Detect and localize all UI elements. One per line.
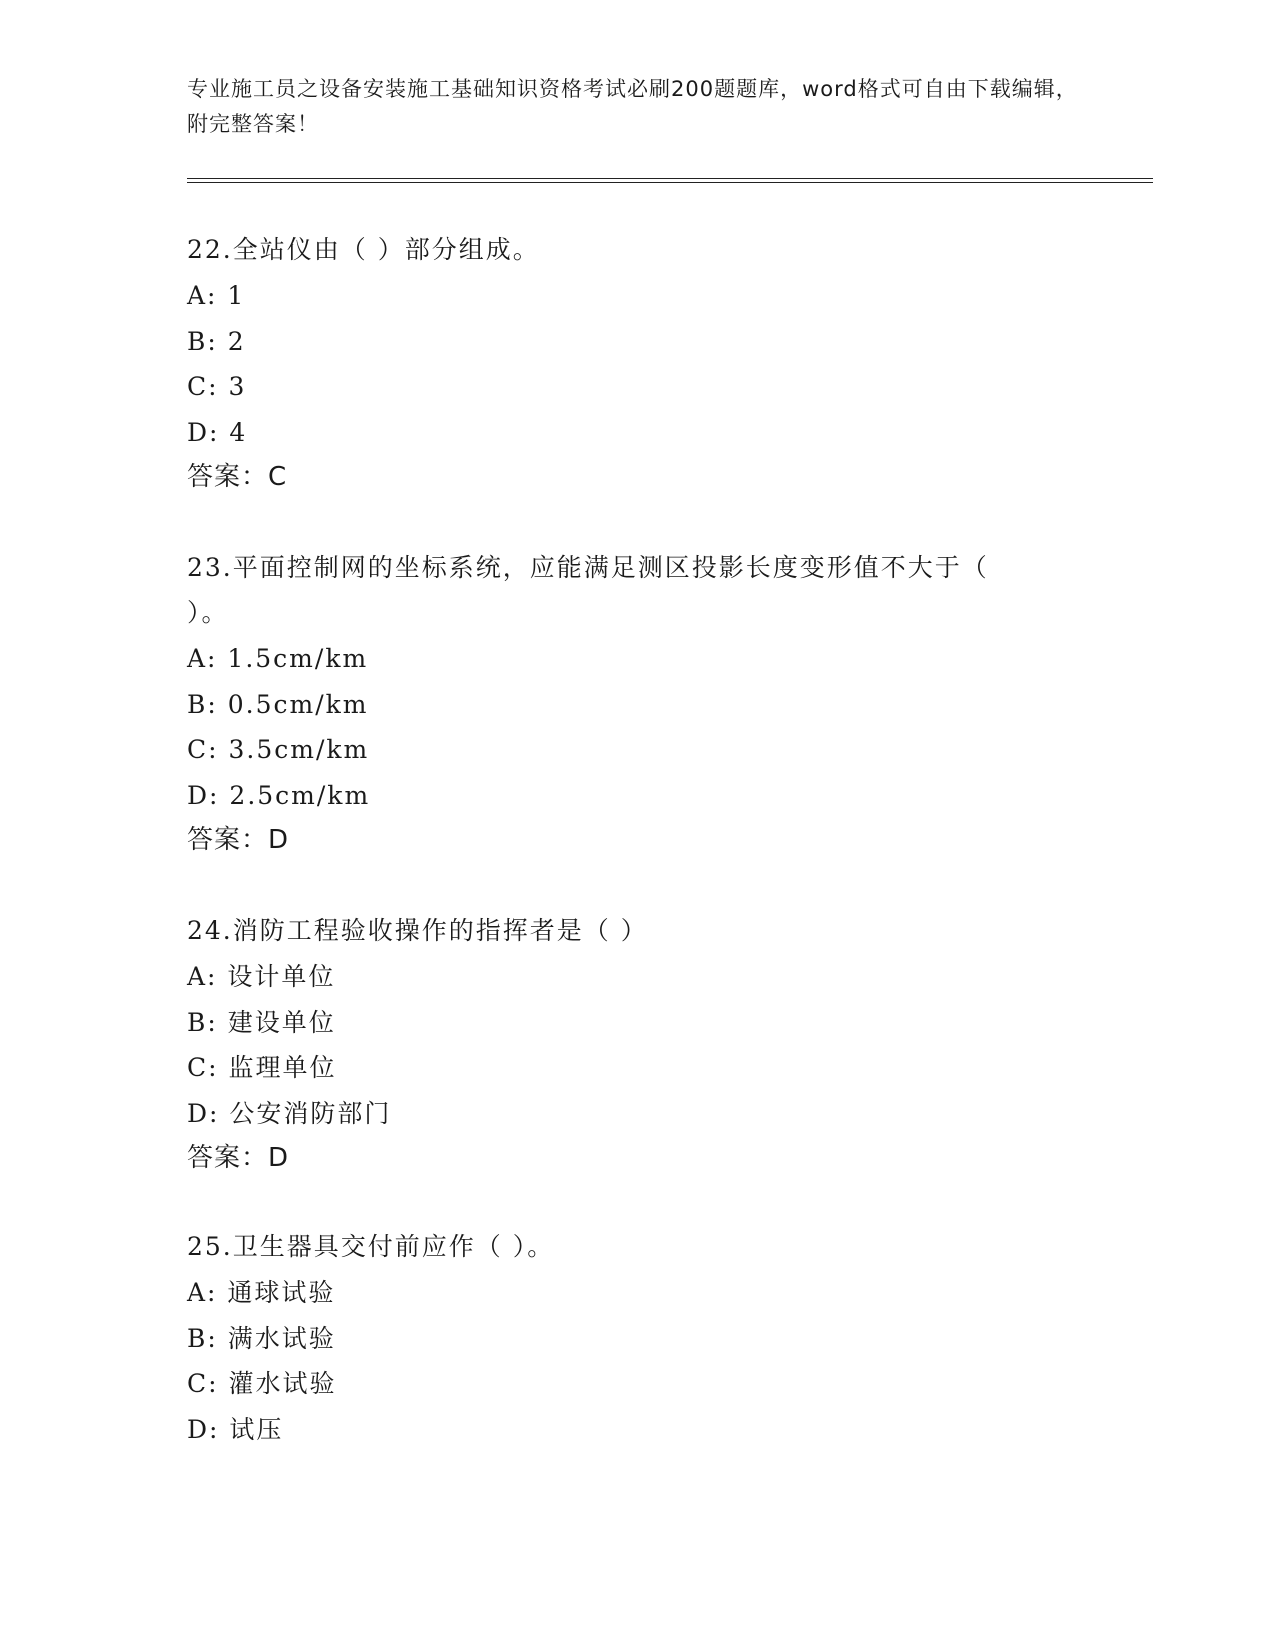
question-24	[187, 908, 1067, 1181]
option-a: A: 1	[187, 281, 246, 310]
option-c: C: 监理单位	[187, 1053, 337, 1082]
option-d: D: 试压	[187, 1414, 284, 1444]
question-stem: 22.全站仪由（ ）部分组成。	[187, 235, 540, 264]
option-b: B: 建设单位	[187, 1007, 336, 1037]
option-b: B: 2	[187, 326, 246, 356]
option-b: B: 满水试验	[187, 1323, 336, 1353]
option-c: C: 3.5cm/km	[187, 735, 370, 764]
answer: 答案：C	[187, 462, 288, 492]
option-d: D: 4	[187, 417, 248, 447]
header-divider	[187, 178, 1153, 183]
question-stem: 24.消防工程验收操作的指挥者是（ ）	[187, 916, 648, 945]
option-b: B: 0.5cm/km	[187, 689, 369, 719]
document-intro: 专业施工员之设备安装施工基础知识资格考试必刷200题题库，word格式可自由下载编辑，附完整答案！	[187, 77, 1078, 136]
question-25	[187, 1224, 1067, 1452]
answer: 答案：D	[187, 825, 290, 855]
option-a: A: 1.5cm/km	[187, 644, 369, 673]
option-d: D: 2.5cm/km	[187, 780, 371, 810]
option-a: A: 通球试验	[187, 1278, 336, 1307]
option-c: C: 3	[187, 372, 247, 401]
question-23	[187, 545, 1027, 863]
answer: 答案：D	[187, 1143, 290, 1173]
option-a: A: 设计单位	[187, 962, 336, 991]
question-stem: 25.卫生器具交付前应作（ ）。	[187, 1232, 555, 1261]
question-22	[187, 227, 1067, 500]
option-c: C: 灌水试验	[187, 1369, 337, 1398]
question-stem: 23.平面控制网的坐标系统，应能满足测区投影长度变形值不大于（ ）。	[187, 553, 989, 627]
option-d: D: 公安消防部门	[187, 1098, 392, 1128]
